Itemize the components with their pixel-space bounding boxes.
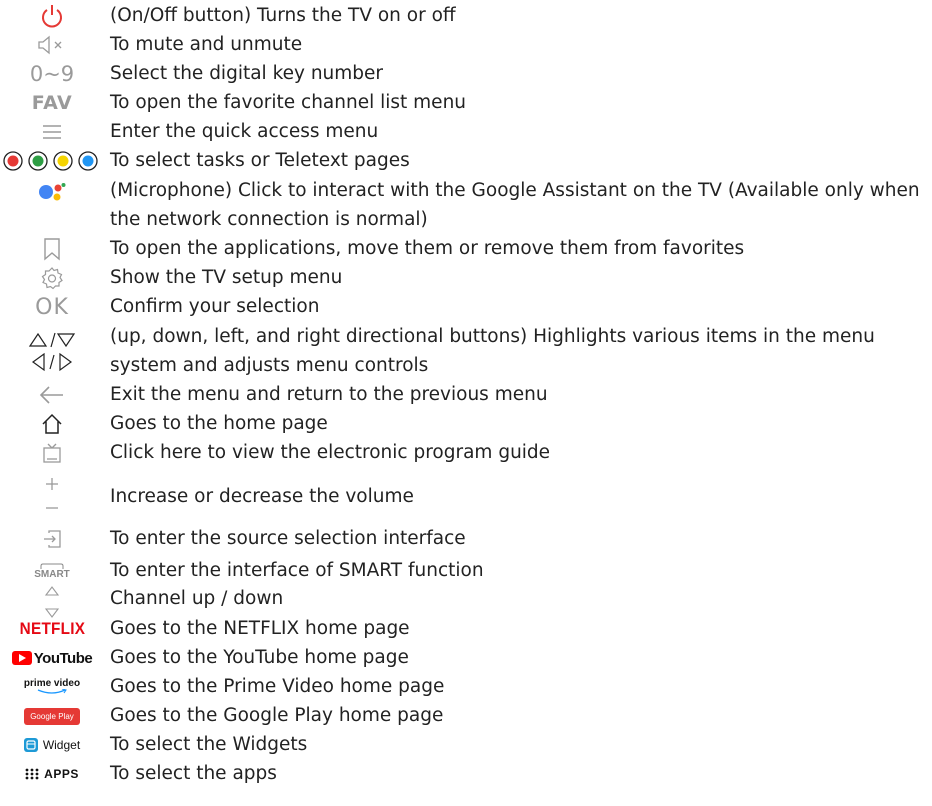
google-play-label: Google Play [24,708,80,725]
legend-row-epg [0,438,932,468]
volume-plus-minus-icon [0,470,104,522]
legend-row-power [0,1,932,31]
legend-row-color-keys [0,146,932,176]
google-play-description: Goes to the Google Play home page [110,705,444,726]
prime-description: Goes to the Prime Video home page [110,676,445,697]
legend-row-mute [0,30,932,60]
quick-menu-description: Enter the quick access menu [110,121,379,142]
apps-logo [0,759,104,789]
epg-description: Click here to view the electronic program guide [110,442,551,463]
legend-row-assistant [0,176,932,234]
power-description: (On/Off button) Turns the TV on or off [110,5,456,26]
legend-row-fav [0,88,932,118]
bookmark-description: To open the applications, move them or remove them from favorites [110,238,745,259]
settings-icon [0,263,104,293]
home-description: Goes to the home page [110,413,328,434]
left-right-arrows-icon [30,351,74,373]
prime-video-logo [0,672,104,702]
smart-description: To enter the interface of SMART function [110,560,484,581]
back-description: Exit the menu and return to the previous menu [110,384,548,405]
legend-row-source [0,524,932,554]
legend-row-widget [0,730,932,760]
tv-guide-icon [0,438,104,468]
widget-logo [0,730,104,760]
digit-keys-label: 0~9 [29,62,75,86]
legend-row-home [0,409,932,439]
fav-icon [0,88,104,118]
legend-row-google-play [0,701,932,731]
widget-description: To select the Widgets [110,734,308,755]
legend-row-bookmark [0,234,932,264]
volume-description: Increase or decrease the volume [110,486,414,507]
legend-row-smart [0,556,932,586]
assistant-description: (Microphone) Click to interact with the Google Assistant on the TV (Available only when the network connection is normal) [110,180,920,230]
directional-description: (up, down, left, and right directional buttons) Highlights various items in the menu system and adjusts menu controls [110,326,875,376]
netflix-label: NETFLIX [19,619,85,638]
mute-description: To mute and unmute [110,34,303,55]
menu-icon [0,117,104,147]
netflix-description: Goes to the NETFLIX home page [110,618,410,639]
legend-row-netflix [0,614,932,644]
home-icon [0,409,104,439]
legend-row-back [0,380,932,410]
youtube-logo [0,643,104,673]
source-input-icon [0,524,104,554]
apps-label: APPS [44,767,79,781]
ok-icon [0,292,104,322]
legend-row-digits [0,59,932,89]
source-description: To enter the source selection interface [110,528,466,549]
power-icon [0,1,104,31]
legend-row-apps [0,759,932,789]
digit-keys-icon [0,59,104,89]
settings-description: Show the TV setup menu [110,267,343,288]
apps-description: To select the apps [110,763,277,784]
legend-row-volume [0,470,932,524]
widget-icon [24,738,38,752]
legend-row-settings [0,263,932,293]
prime-video-label: prime video [23,678,81,689]
legend-row-quick-menu [0,117,932,147]
color-keys-description: To select tasks or Teletext pages [110,150,410,171]
youtube-description: Goes to the YouTube home page [110,647,409,668]
directional-keys-icon [0,322,104,380]
legend-row-directional [0,322,932,380]
youtube-label: YouTube [33,649,93,667]
fav-label: FAV [31,92,73,114]
smart-icon [0,556,104,586]
ok-description: Confirm your selection [110,296,320,317]
widget-label: Widget [42,738,81,752]
fav-description: To open the favorite channel list menu [110,92,467,113]
up-down-arrows-icon [27,329,77,351]
smart-label: SMART [34,568,70,580]
apps-grid-icon [25,768,39,780]
channel-up-down-icon [0,584,104,618]
back-arrow-icon [0,380,104,410]
google-assistant-icon [0,176,104,206]
bookmark-icon [0,234,104,264]
netflix-logo [0,614,104,644]
color-keys-icon [0,146,104,176]
legend-row-youtube [0,643,932,673]
legend-row-prime [0,672,932,702]
digits-description: Select the digital key number [110,63,384,84]
legend-row-ok [0,292,932,322]
legend-row-channel [0,584,932,618]
ok-label: OK [35,294,69,320]
google-play-logo [0,701,104,731]
youtube-play-icon [12,651,32,665]
channel-description: Channel up / down [110,588,284,609]
mute-icon [0,30,104,60]
